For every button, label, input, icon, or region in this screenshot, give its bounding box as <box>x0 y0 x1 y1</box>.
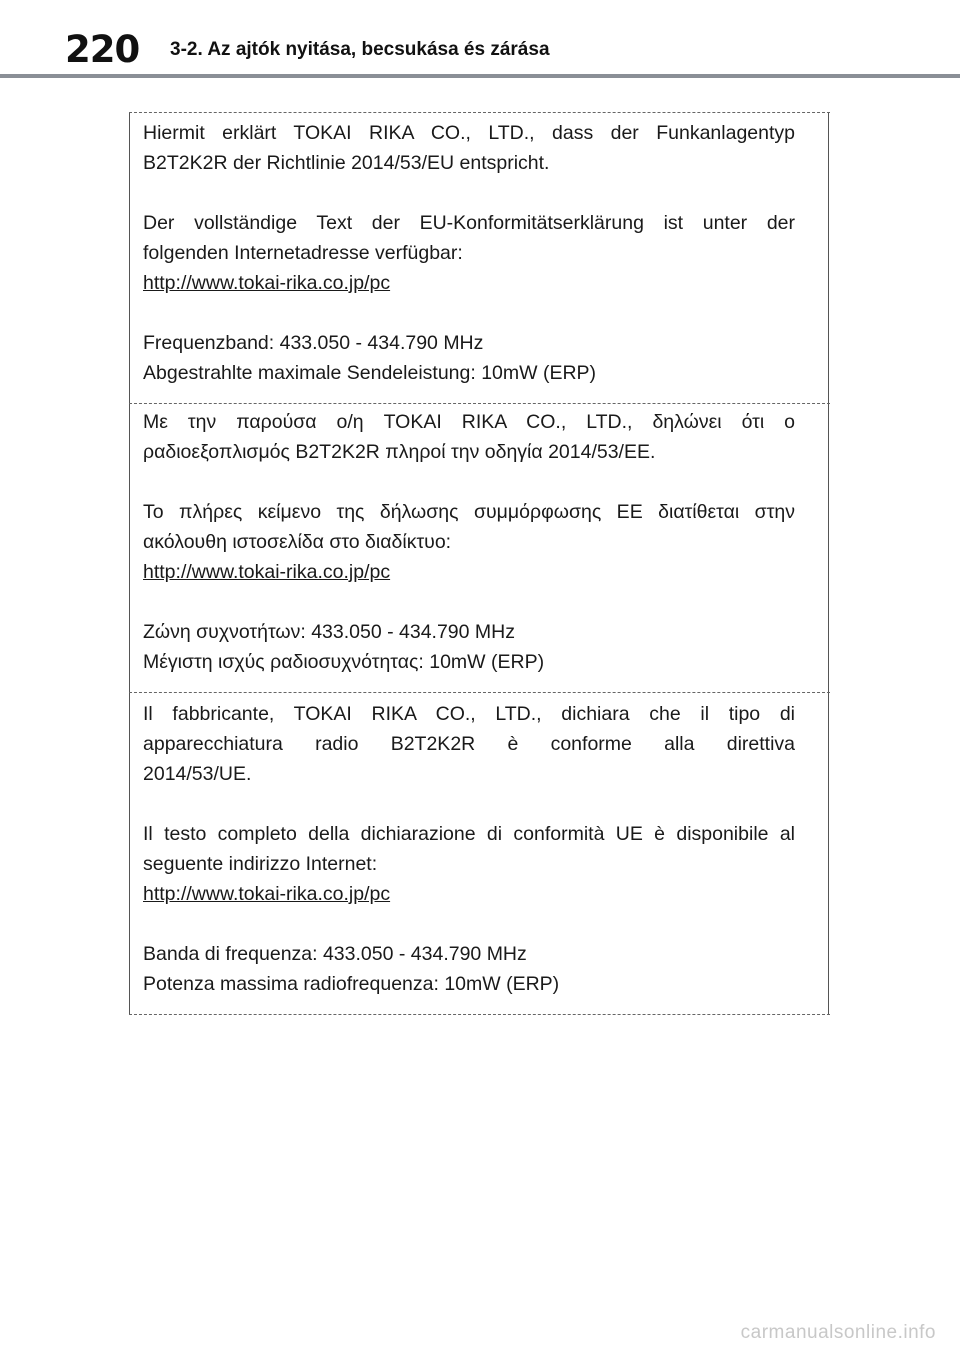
statement-line: ραδιοεξοπλισμός B2T2K2R πληροί την οδηγία 2014/53/ΕΕ. <box>143 441 656 463</box>
box-bottom-border <box>129 1014 830 1015</box>
statement-line: B2T2K2R der Richtlinie 2014/53/EU entspricht. <box>143 152 550 174</box>
frequency-band: Banda di frequenza: 433.050 - 434.790 MHz <box>143 943 527 965</box>
fulltext-line: Il testo completo della dichiarazione di conformità UE è disponibile al <box>143 823 795 845</box>
statement-line: Hiermit erklärt TOKAI RIKA CO., LTD., dass der Funkanlagentyp <box>143 122 795 144</box>
divider-de-el <box>129 403 830 404</box>
fulltext-line: Το πλήρες κείμενο της δήλωσης συμμόρφωσης ΕΕ διατίθεται στην <box>143 501 795 523</box>
statement-line: apparecchiatura radio B2T2K2R è conforme alla direttiva <box>143 733 795 755</box>
site-watermark: carmanualsonline.info <box>740 1322 936 1343</box>
declaration-section-el <box>143 407 795 677</box>
fulltext-line: ακόλουθη ιστοσελίδα στο διαδίκτυο: <box>143 531 452 553</box>
declaration-url-link[interactable]: http://www.tokai-rika.co.jp/pc <box>143 272 391 294</box>
section-title: 3-2. Az ajtók nyitása, becsukása és zárása <box>170 39 550 60</box>
page-number: 220 <box>65 28 140 71</box>
fulltext-line: folgenden Internetadresse verfügbar: <box>143 242 463 264</box>
declaration-url-link[interactable]: http://www.tokai-rika.co.jp/pc <box>143 883 391 905</box>
fulltext-line: Der vollständige Text der EU-Konformitätserklärung ist unter der <box>143 212 795 234</box>
divider-el-it <box>129 692 830 693</box>
frequency-band: Ζώνη συχνοτήτων: 433.050 - 434.790 MHz <box>143 621 515 643</box>
max-power: Μέγιστη ισχύς ραδιοσυχνότητας: 10mW (ERP) <box>143 651 545 673</box>
fulltext-line: seguente indirizzo Internet: <box>143 853 378 875</box>
max-power: Abgestrahlte maximale Sendeleistung: 10mW (ERP) <box>143 362 597 384</box>
header-divider <box>0 74 960 78</box>
max-power: Potenza massima radiofrequenza: 10mW (ERP) <box>143 973 560 995</box>
page-header <box>0 0 960 78</box>
statement-line: 2014/53/UE. <box>143 763 252 785</box>
declaration-section-it <box>143 699 795 999</box>
statement-line: Με την παρούσα ο/η TOKAI RIKA CO., LTD., δηλώνει ότι ο <box>143 411 795 433</box>
statement-line: Il fabbricante, TOKAI RIKA CO., LTD., dichiara che il tipo di <box>143 703 795 725</box>
declaration-section-de <box>143 118 795 388</box>
declaration-url-link[interactable]: http://www.tokai-rika.co.jp/pc <box>143 561 391 583</box>
frequency-band: Frequenzband: 433.050 - 434.790 MHz <box>143 332 484 354</box>
box-top-border <box>129 112 830 113</box>
